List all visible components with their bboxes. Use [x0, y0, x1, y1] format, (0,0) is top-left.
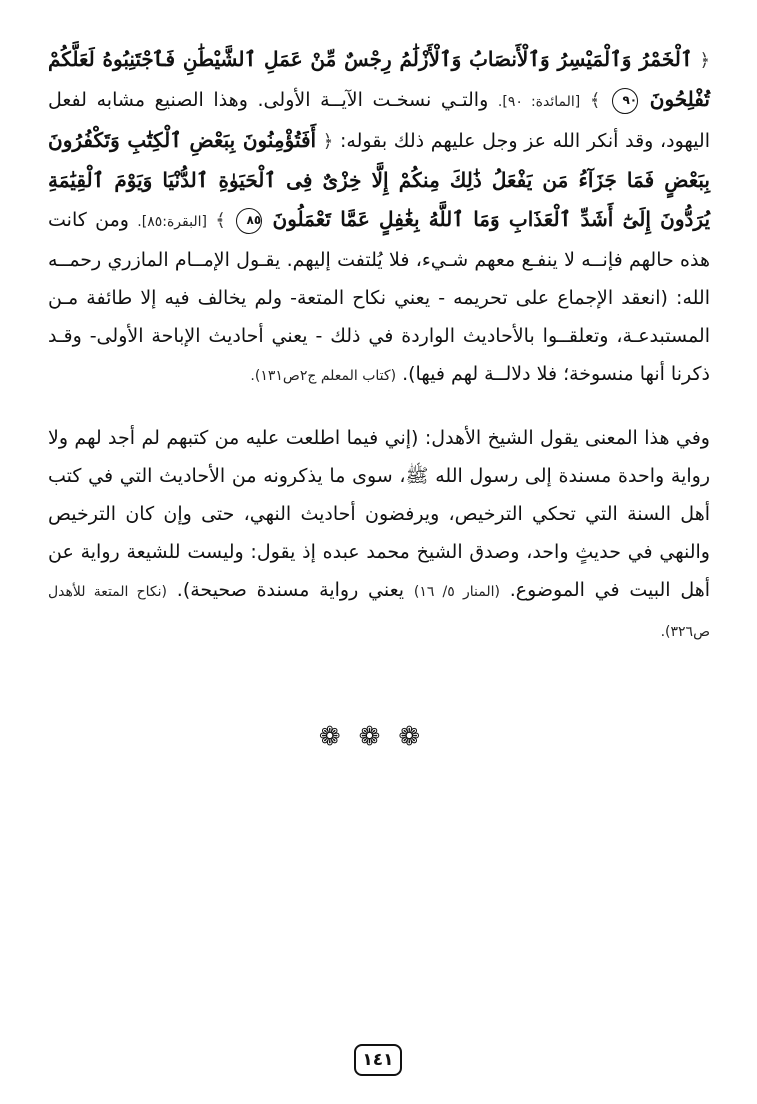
source-citation-manar: (المنار ٥/ ١٦): [413, 584, 500, 600]
body-text-end: يعني رواية مسندة صحيحة).: [176, 579, 405, 601]
section-divider-flowers: ❁❁❁: [318, 722, 439, 752]
body-text-b: ومن كانت هذه حالهم فإنــه لا ينفـع معهم شـيء، فلا يُلتفت إليهم. يقـول الإمــام المازري رحمــه الله: (انعقد الإجماع على تحريمه - يعني نكاح المتعة- ولم يخالف فيه إلا طائفة مـن المستبدعـة، وتعلقــوا بالأحاديث الواردة في ذلك - يعني أحاديث الإباحة الأولى- وقـد ذكرنا أنها منسوخة؛ فلا دلالــة لهم فيها).: [48, 209, 710, 385]
verse-bracket-close: ﴾: [589, 90, 601, 111]
paragraph-1: [48, 40, 710, 395]
page-body: [48, 40, 710, 651]
body-text-a: والتـي نسخـت الآيــة الأولى. وهذا الصنيع مشابه لفعل اليهود، وقد أنكر الله عز وجل عليهم ذلك بقوله:: [48, 89, 710, 152]
verse-reference-baqarah: [البقرة:٨٥].: [137, 214, 207, 230]
verse-bracket-open: ﴿: [699, 50, 710, 71]
ayah-number-85: ٨٥: [236, 208, 262, 234]
quran-verse-baqarah: أَفَتُؤْمِنُونَ بِبَعْضِ ٱلْكِتَٰبِ وَتَكْفُرُونَ بِبَعْضٍ فَمَا جَزَآءُ مَن يَفْعَلُ ذَٰلِكَ مِنكُمْ إِلَّا خِزْىٌ فِى ٱلْحَيَوٰةِ ٱلدُّنْيَا وَيَوْمَ ٱلْقِيَٰمَةِ يُرَدُّونَ إِلَىٰٓ أَشَدِّ ٱلْعَذَابِ وَمَا ٱللَّهُ بِغَٰفِلٍ عَمَّا تَعْمَلُونَ: [48, 128, 711, 231]
verse-reference-maidah: [المائدة: ٩٠].: [497, 94, 581, 110]
paragraph-2: [48, 419, 710, 651]
page-number: ١٤١: [354, 1044, 402, 1076]
verse-bracket-open-2: ﴿: [322, 131, 334, 152]
verse-bracket-close-2: ﴾: [215, 210, 226, 231]
body-text-ahdal: وفي هذا المعنى يقول الشيخ الأهدل: (إني فيما اطلعت عليه من كتبهم لم أجد لهم ولا رواية واحدة مسندة إلى رسول الله ﷺ، سوى ما يذكرونه من الأحاديث التي في كتب أهل السنة التي تحكي الترخيص، ويرفضون أحاديث النهي، حتى وإن كان الترخيص والنهي في حديثٍ واحد، وصدق الشيخ محمد عبده إذ يقول: وليست للشيعة رواية عن أهل البيت في الموضوع.: [48, 427, 711, 601]
paragraph-spacer: [48, 395, 710, 419]
ayah-number-90: ٩٠: [612, 88, 638, 114]
quran-verse-maidah: ٱلْخَمْرُ وَٱلْمَيْسِرُ وَٱلْأَنصَابُ وَٱلْأَزْلَٰمُ رِجْسٌ مِّنْ عَمَلِ ٱلشَّيْطَٰنِ فَٱجْتَنِبُوهُ لَعَلَّكُمْ تُفْلِحُونَ: [48, 47, 710, 111]
source-citation-nikah: (نكاح المتعة للأهدل ص٣٢٦).: [48, 584, 710, 640]
source-citation-muallim: (كتاب المعلم ج٢ص١٣١).: [250, 368, 397, 384]
